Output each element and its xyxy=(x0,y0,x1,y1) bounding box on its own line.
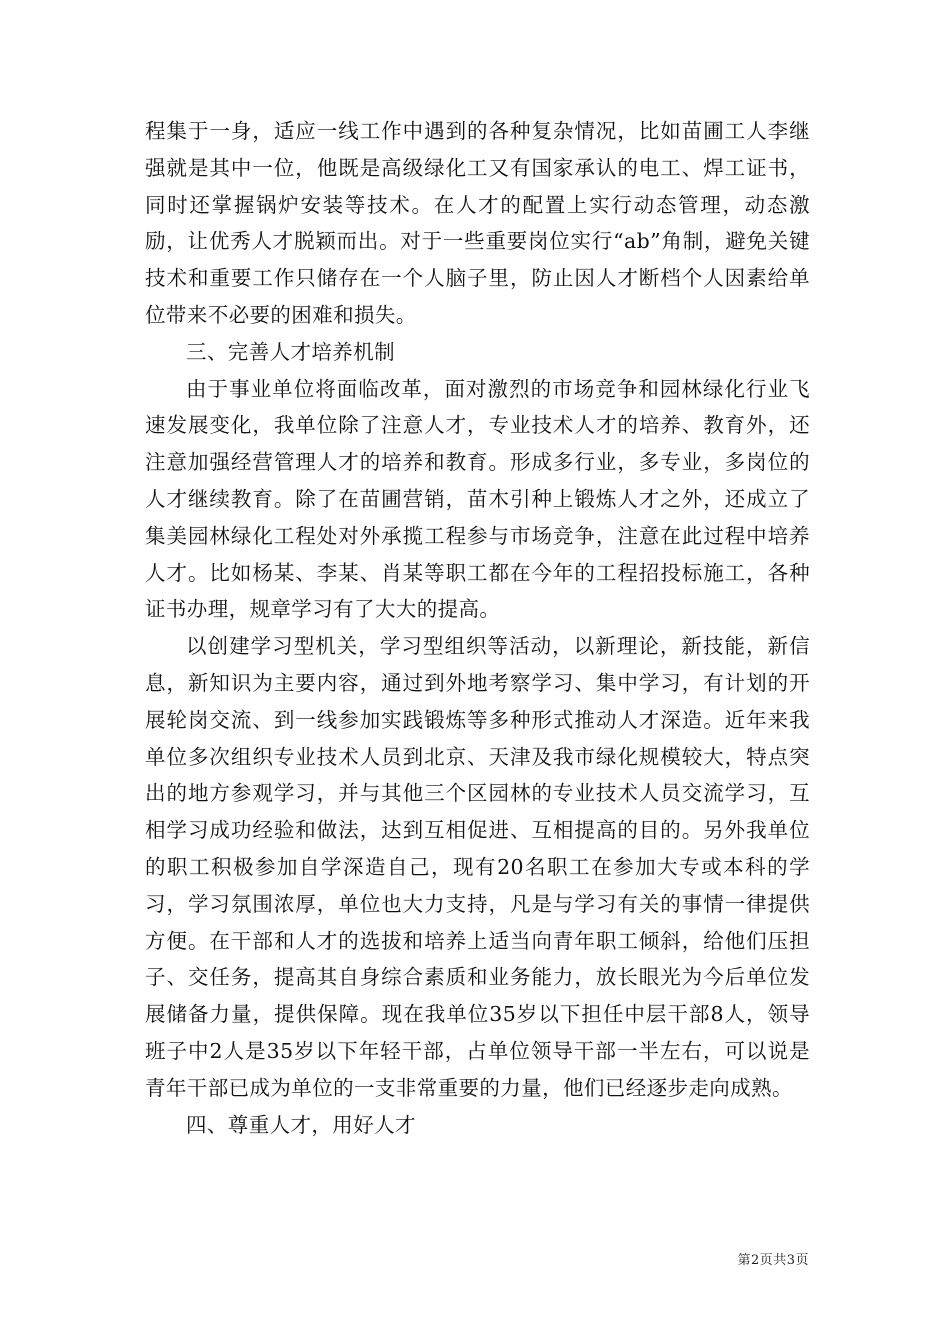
section-heading-3: 三、完善人才培养机制 xyxy=(186,339,395,364)
page-number-footer: 第2页共3页 xyxy=(737,1253,809,1268)
document-body xyxy=(145,113,810,1143)
section-heading-4: 四、尊重人才，用好人才 xyxy=(186,1112,416,1137)
paragraph-continuation: 程集于一身，适应一线工作中遇到的各种复杂情况，比如苗圃工人李继强就是其中一位，他既是高级绿化工又有国家承认的电工、焊工证书，同时还掌握锅炉安装等技术。在人才的配置上实行动态管理，动态激励，让优秀人才脱颖而出。对于一些重要岗位实行“ab”角制，避免关键技术和重要工作只储存在一个人脑子里，防止因人才断档个人因素给单位带来不必要的困难和损失。 xyxy=(145,119,810,327)
paragraph-training-mechanism: 由于事业单位将面临改革，面对激烈的市场竞争和园林绿化行业飞速发展变化，我单位除了注意人才，专业技术人才的培养、教育外，还注意加强经营管理人才的培养和教育。形成多行业，多专业，多岗位的人才继续教育。除了在苗圃营销，苗木引种上锻炼人才之外，还成立了集美园林绿化工程处对外承揽工程参与市场竞争，注意在此过程中培养人才。比如杨某、李某、肖某等职工都在今年的工程招投标施工，各种证书办理，规章学习有了大大的提高。 xyxy=(145,376,810,622)
paragraph-learning-organization: 以创建学习型机关，学习型组织等活动，以新理论，新技能，新信息，新知识为主要内容，通过到外地考察学习、集中学习，有计划的开展轮岗交流、到一线参加实践锻炼等多种形式推动人才深造。近年来我单位多次组织专业技术人员到北京、天津及我市绿化规模较大，特点突出的地方参观学习，并与其他三个区园林的专业技术人员交流学习，互相学习成功经验和做法，达到互相促进、互相提高的目的。另外我单位的职工积极参加自学深造自己，现有20名职工在参加大专或本科的学习，学习氛围浓厚，单位也大力支持，凡是与学习有关的事情一律提供方便。在干部和人才的选拔和培养上适当向青年职工倾斜，给他们压担子、交任务，提高其自身综合素质和业务能力，放长眼光为今后单位发展储备力量，提供保障。现在我单位35岁以下担任中层干部8人，领导班子中2人是35岁以下年轻干部，占单位领导干部一半左右，可以说是青年干部已成为单位的一支非常重要的力量，他们已经逐步走向成熟。 xyxy=(145,634,810,1100)
